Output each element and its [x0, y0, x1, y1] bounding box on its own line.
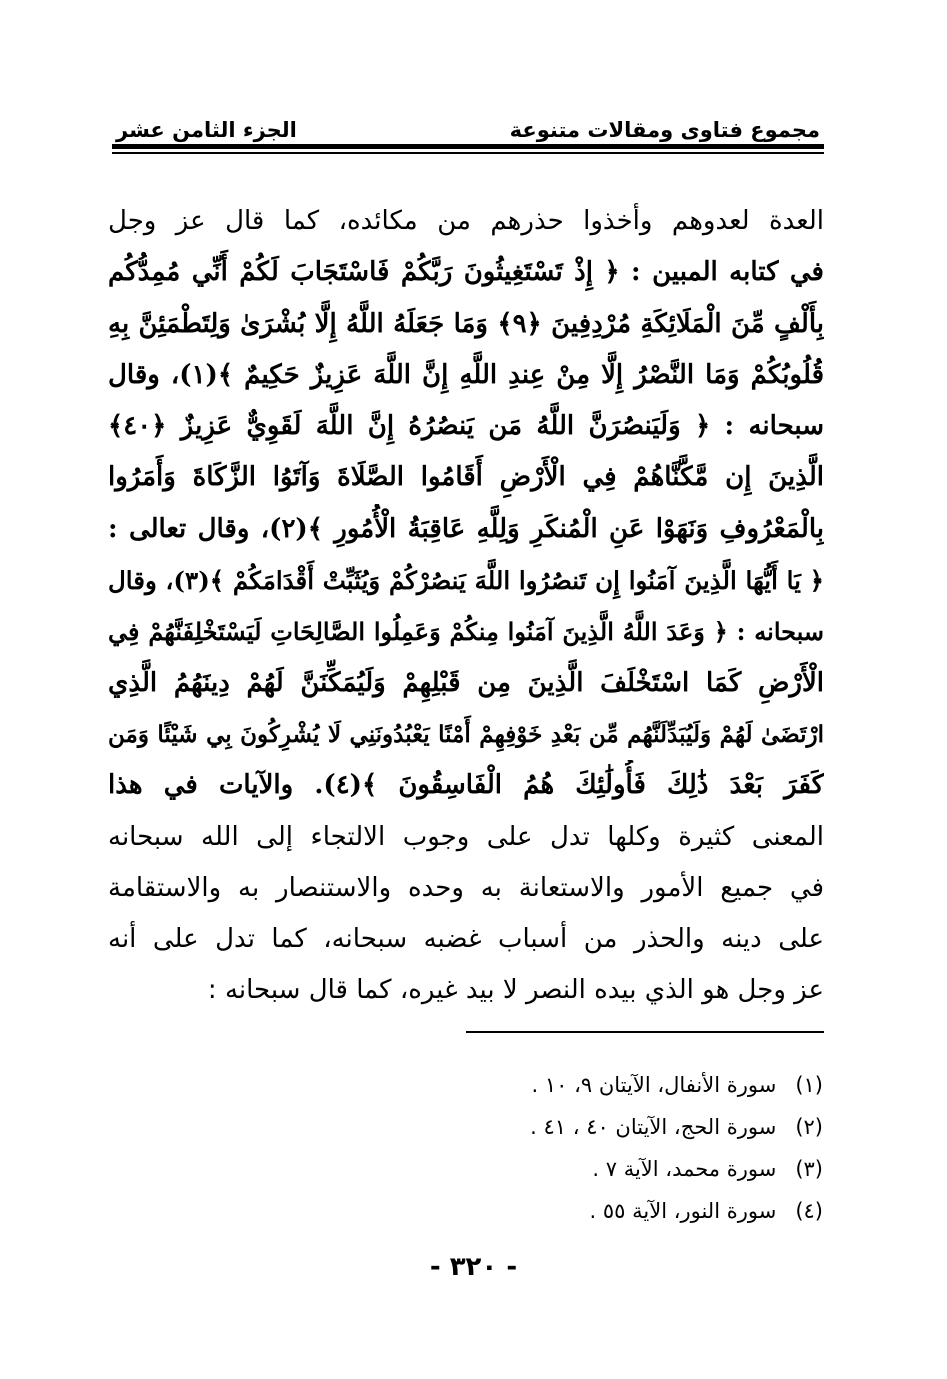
- footnote-number: (١): [795, 1073, 823, 1097]
- footnote-number: (٢): [795, 1115, 823, 1139]
- text-line: ارْتَضَىٰ لَهُمْ وَلَيُبَدِّلَنَّهُم مِّن بَعْدِ خَوْفِهِمْ أَمْنًا يَعْبُدُونَنِي لَا يُشْرِكُونَ بِي شَيْئًا وَمَن: [108, 720, 824, 748]
- text-line: الْأَرْضِ كَمَا اسْتَخْلَفَ الَّذِينَ مِن قَبْلِهِمْ وَلَيُمَكِّنَنَّ لَهُمْ دِينَهُمُ الَّذِي: [108, 667, 824, 698]
- text-line: في جميع الأمور والاستعانة به وحده والاستنصار به والاستقامة: [108, 872, 824, 903]
- footnote-number: (٤): [795, 1199, 823, 1223]
- volume-label: الجزء الثامن عشر: [116, 118, 297, 142]
- footnote-text: سورة الحج، الآيتان ٤٠ ، ٤١ .: [530, 1115, 777, 1139]
- text-line: بِأَلْفٍ مِّنَ الْمَلَائِكَةِ مُرْدِفِينَ ﴿٩﴾ وَمَا جَعَلَهُ اللَّهُ إِلَّا بُشْرَىٰ وَلِتَطْمَئِنَّ بِهِ: [108, 308, 824, 339]
- text-line: عز وجل هو الذي بيده النصر لا بيد غيره، كما قال سبحانه :: [207, 975, 824, 1006]
- footnote-separator: [466, 1031, 824, 1033]
- text-line: سبحانه : ﴿ وَلَيَنصُرَنَّ اللَّهُ مَن يَنصُرُهُ إِنَّ اللَّهَ لَقَوِيٌّ عَزِيزٌ ﴿٤٠﴾: [108, 411, 824, 442]
- footnote-text: سورة محمد، الآية ٧ .: [592, 1157, 777, 1181]
- footnotes: [403, 1064, 823, 1232]
- text-line: المعنى كثيرة وكلها تدل على وجوب الالتجاء إلى الله سبحانه: [108, 821, 824, 852]
- page-number: - ٣٢٠ -: [429, 1252, 518, 1282]
- text-line: على دينه والحذر من أسباب غضبه سبحانه، كما تدل على أنه: [108, 924, 824, 955]
- footnote-number: (٣): [795, 1157, 823, 1181]
- text-line: ﴿ يَا أَيُّهَا الَّذِينَ آمَنُوا إِن تَنصُرُوا اللَّهَ يَنصُرْكُمْ وَيُثَبِّتْ أَقْدَامَكُمْ ﴾(٣)، وقال: [108, 566, 824, 596]
- text-line: العدة لعدوهم وأخذوا حذرهم من مكائده، كما قال عز وجل: [108, 206, 824, 236]
- footnote-text: سورة الأنفال، الآيتان ٩، ١٠ .: [531, 1073, 777, 1097]
- header-rule: [112, 144, 824, 149]
- header-rule-thin: [112, 152, 824, 154]
- text-line: كَفَرَ بَعْدَ ذَٰلِكَ فَأُولَٰئِكَ هُمُ الْفَاسِقُونَ ﴾(٤). والآيات في هذا: [108, 770, 824, 801]
- footnote-text: سورة النور، الآية ٥٥ .: [589, 1199, 777, 1223]
- main-text: [108, 196, 824, 1017]
- text-line: بِالْمَعْرُوفِ وَنَهَوْا عَنِ الْمُنكَرِ وَلِلَّهِ عَاقِبَةُ الْأُمُورِ ﴾(٢)، وقال تعالى :: [108, 513, 824, 544]
- text-line: في كتابه المبين : ﴿ إِذْ تَسْتَغِيثُونَ رَبَّكُمْ فَاسْتَجَابَ لَكُمْ أَنِّي مُمِدُّكُم: [108, 257, 824, 288]
- footnote: [403, 1064, 823, 1106]
- footnote: [403, 1106, 823, 1148]
- book-title: مجموع فتاوى ومقالات متنوعة: [509, 118, 820, 142]
- text-line: قُلُوبُكُمْ وَمَا النَّصْرُ إِلَّا مِنْ عِندِ اللَّهِ إِنَّ اللَّهَ عَزِيزٌ حَكِيمٌ ﴾(١)، وقال: [108, 359, 824, 390]
- footnote: [403, 1148, 823, 1190]
- text-line: سبحانه : ﴿ وَعَدَ اللَّهُ الَّذِينَ آمَنُوا مِنكُمْ وَعَمِلُوا الصَّالِحَاتِ لَيَسْتَخْلِفَنَّهُمْ فِي: [108, 617, 824, 647]
- text-line: الَّذِينَ إِن مَّكَّنَّاهُمْ فِي الْأَرْضِ أَقَامُوا الصَّلَاةَ وَآتَوُا الزَّكَاةَ وَأَمَرُوا: [108, 462, 824, 493]
- footnote: [403, 1190, 823, 1232]
